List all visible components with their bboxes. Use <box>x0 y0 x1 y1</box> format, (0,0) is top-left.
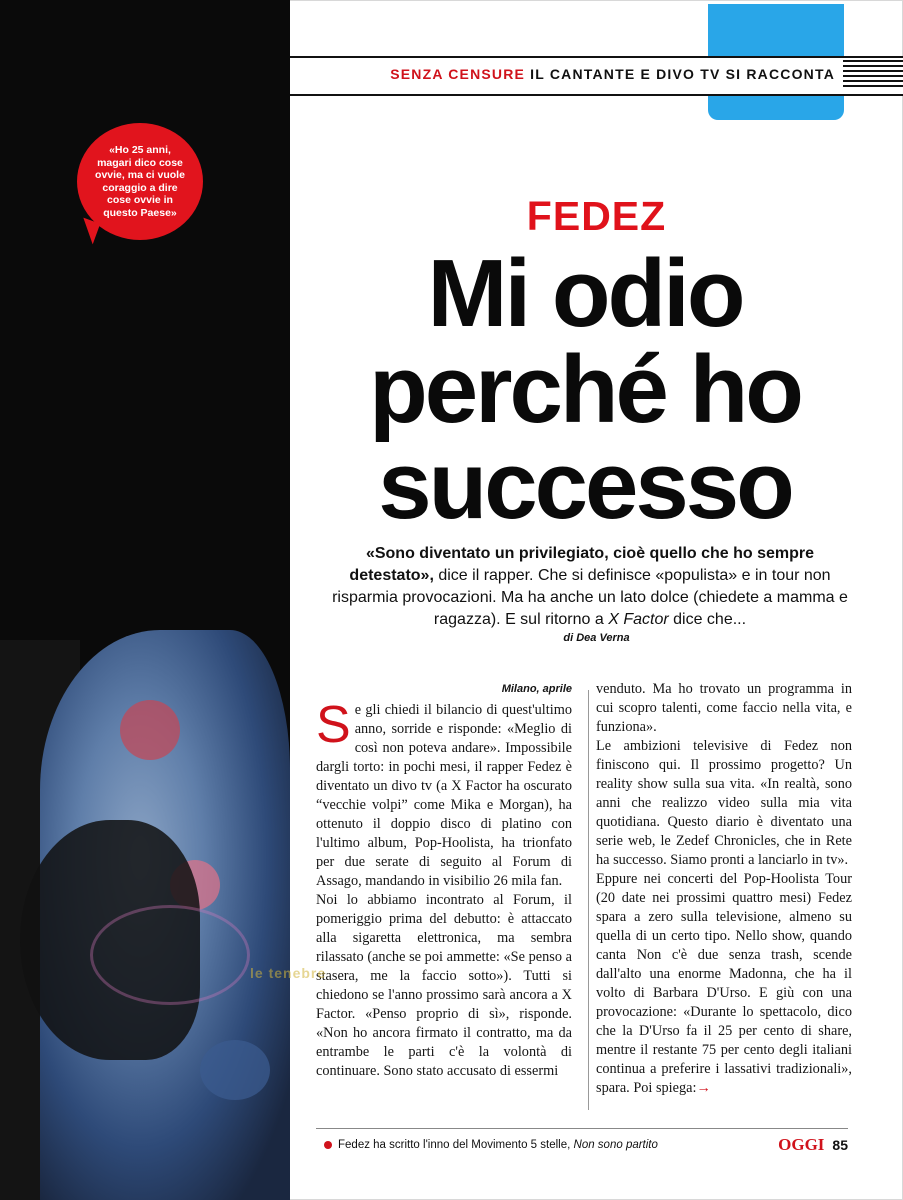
headline-line: successo <box>378 432 792 539</box>
watermark-text: le tenebre <box>250 965 327 981</box>
section-label: SENZA CENSURE <box>390 66 526 82</box>
headline-line: perché ho <box>369 336 801 443</box>
page-number: 85 <box>832 1137 848 1153</box>
deck-text-end: dice che... <box>668 611 747 628</box>
bullet-icon <box>324 1141 332 1149</box>
body-column-1 <box>316 680 572 1081</box>
paragraph: venduto. Ma ho trovato un programma in cui scopro talenti, come faccio nella vita, e funziona». <box>596 681 852 735</box>
paragraph: Noi lo abbiamo incontrato al Forum, il pomeriggio prima del debutto: è attaccato alla sigaretta elettronica, ma sembra rilassato (anche se poi ammette: «Se penso a stasera, me la faccio sotto»). Tutti si chiedono se l'anno prossimo sarà ancora a X Factor. «Penso proprio di sì», risponde. «Non ho ancora firmato il contratto, ma da entrambe le parti c'è la volontà di continuare. Sono stato accusato di essermi <box>316 892 572 1079</box>
footer-rule <box>316 1128 848 1129</box>
headline <box>300 240 870 539</box>
caption-italic: Non sono partito <box>573 1139 658 1151</box>
watermark-seal <box>90 905 250 1005</box>
footer-caption <box>338 1139 778 1151</box>
section-subtitle: IL CANTANTE E DIVO TV SI RACCONTA <box>530 66 835 82</box>
deck-quote: «Sono diventato un privilegiato, cioè quello che ho sempre detestato», <box>349 545 815 584</box>
paragraph: e gli chiedi il bilancio di quest'ultimo anno, sorride e risponde: «Meglio di così non poteva andare». Impossibile dargli torto: in pochi mesi, il rapper Fedez è diventato un divo tv (a X Factor ha oscurato “vecchie volpi” come Mika e Morgan), ha ottenuto il doppio disco di platino con l'ultimo album, Pop-Hoolista, ha trionfato per due serate di seguito al Forum di Assago, mandando in visibilio 26 mila fan. <box>316 702 572 889</box>
paragraph-text: Eppure nei concerti del Pop-Hoolista Tour (20 date nei prossimi quattro mesi) Fedez spara a zero sulla televisione, almeno su quella di un certo tipo. Nello show, quando canta Non c'è due senza trash, scende dall'alto una enorme Madonna, che ha il volto di Barbara D'Urso. E giù con una provocazione: «Durante lo spettacolo, dico che la D'Urso fa il 25 per cento di share, mentre il restante 75 per cento degli italiani continua a preferire i lassativi tradizionali», spara. Poi spiega: <box>596 871 852 1096</box>
paragraph-last <box>596 870 852 1098</box>
drop-cap: S <box>316 696 351 754</box>
header-stripes <box>843 60 903 90</box>
kicker-name: FEDEZ <box>526 193 667 239</box>
continue-arrow-icon: → <box>696 1080 711 1096</box>
magazine-logo: OGGI <box>778 1135 825 1154</box>
deck-italic: X Factor <box>608 611 669 628</box>
paragraph: Le ambizioni televisive di Fedez non finiscono qui. Il prossimo progetto? Un reality show sulla sua vita. «In realtà, sono anni che realizzo video sulla mia vita quotidiana. Questo diario è diventato una serie web, le Zedef Chronicles, che in Rete ha successo. Siamo pronti a lanciarlo in tv». <box>596 738 852 868</box>
tattoo-wave <box>200 1040 270 1100</box>
dateline: Milano, aprile <box>501 683 572 695</box>
caption-text: Fedez ha scritto l'inno del Movimento 5 stelle, <box>338 1139 574 1151</box>
column-divider <box>588 690 589 1110</box>
deck <box>330 543 850 631</box>
tattoo-flower <box>120 700 180 760</box>
headline-line: Mi odio <box>427 240 743 347</box>
quote-text: «Ho 25 anni, magari dico cose ovvie, ma ci vuole coraggio a dire cose ovvie in questo Paese» <box>95 144 185 219</box>
body-column-2 <box>596 680 852 1098</box>
deck-text: dice il rapper. Che si definisce «populista» e in tour non risparmia provocazioni. Ma ha anche un lato dolce (chiedete a mamma e ragazza). E sul ritorno a <box>332 567 848 628</box>
quote-bubble <box>77 123 203 240</box>
section-title <box>390 66 835 82</box>
byline: di Dea Verna <box>563 632 630 644</box>
footer <box>324 1135 848 1155</box>
